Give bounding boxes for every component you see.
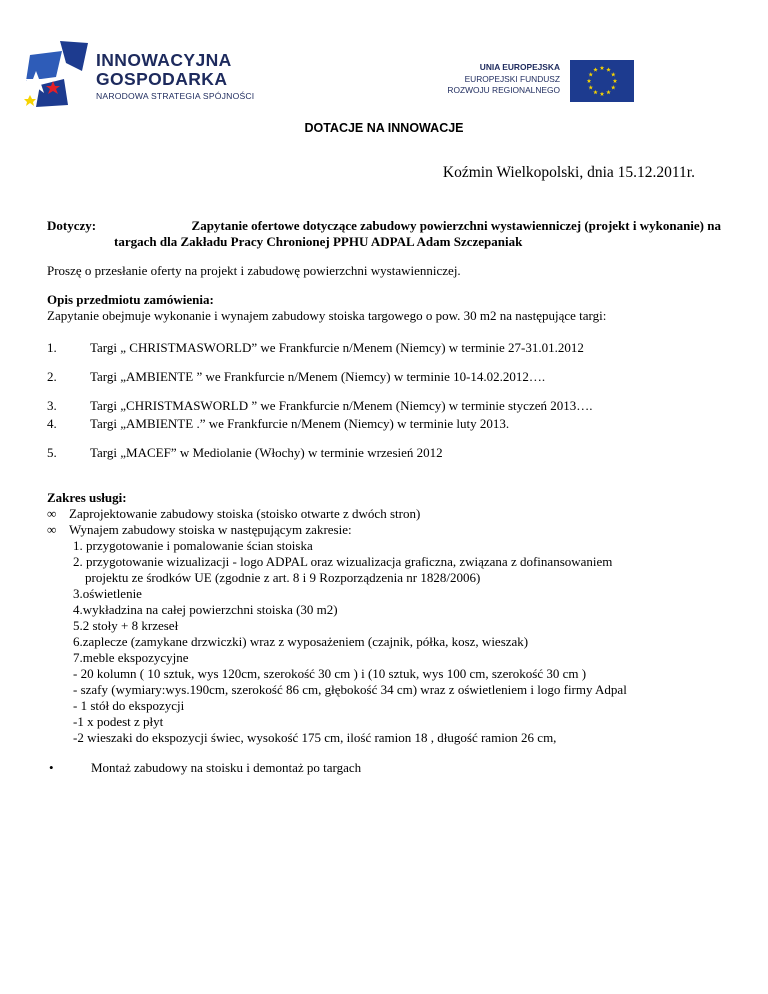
fair-text: Targi „ CHRISTMASWORLD” we Frankfurcie n/Menem (Niemcy) w terminie 27-31.01.2012 <box>90 340 584 355</box>
scope-section <box>47 490 627 776</box>
scope-item: 6.zaplecze (zamykane drzwiczki) wraz z wyposażeniem (czajnik, półka, kosz, wieszak) <box>73 634 529 649</box>
scope-item: - 1 stół do ekspozycji <box>73 698 185 713</box>
fair-text: Targi „AMBIENTE ” we Frankfurcie n/Menem (Niemcy) w terminie 10-14.02.2012…. <box>90 369 546 384</box>
eu-logo-line2: EUROPEJSKI FUNDUSZ <box>464 73 560 84</box>
eu-flag-icon <box>570 60 634 102</box>
scope-item: -1 x podest z płyt <box>73 714 164 729</box>
scope-item: - szafy (wymiary:wys.190cm, szerokość 86 cm, głębokość 34 cm) wraz z oświetleniem i logo firmy Adpal <box>73 682 627 697</box>
place-date: Koźmin Wielkopolski, dnia 15.12.2011r. <box>442 164 695 181</box>
infinity-bullet-icon: ∞ <box>47 506 57 521</box>
logo-subtitle: NARODOWA STRATEGIA SPÓJNOŚCI <box>96 91 255 101</box>
scope-item: 2. przygotowanie wizualizacji - logo ADPAL oraz wizualizacja graficzna, związana z dofinansowaniem <box>73 554 613 569</box>
eu-logo-line1: UNIA EUROPEJSKA <box>479 62 560 72</box>
scope-bullet-text: Zaprojektowanie zabudowy stoiska (stoisko otwarte z dwóch stron) <box>69 506 421 521</box>
scope-bullet-text: Wynajem zabudowy stoiska w następującym zakresie: <box>69 522 352 537</box>
scope-bullet <box>47 522 627 538</box>
scope-item: 3.oświetlenie <box>73 586 142 601</box>
innowacyjna-gospodarka-emblem-icon <box>22 41 88 107</box>
scope-bullet <box>47 760 627 776</box>
logo-title-line1: INNOWACYJNA <box>96 50 232 70</box>
fair-text: Targi „MACEF” w Mediolanie (Włochy) w terminie wrzesień 2012 <box>90 445 443 460</box>
scope-item: - 20 kolumn ( 10 sztuk, wys 120cm, szerokość 30 cm ) i (10 sztuk, wys 100 cm, szerokość 30 cm ) <box>73 666 587 681</box>
scope-item: 1. przygotowanie i pomalowanie ścian stoiska <box>73 538 313 553</box>
fair-text: Targi „AMBIENTE .” we Frankfurcie n/Menem (Niemcy) w terminie luty 2013. <box>90 416 510 431</box>
eu-logo <box>440 60 636 102</box>
fair-text: Targi „CHRISTMASWORLD ” we Frankfurcie n/Menem (Niemcy) w terminie styczeń 2013…. <box>90 398 593 413</box>
fair-number: 1. <box>47 340 57 355</box>
scope-item: 7.meble ekspozycyjne <box>73 650 189 665</box>
scope-heading: Zakres usługi: <box>47 490 127 505</box>
logo-title-line2: GOSPODARKA <box>96 69 228 89</box>
infinity-bullet-icon: ∞ <box>47 522 57 537</box>
fair-number: 3. <box>47 398 57 413</box>
description-heading: Opis przedmiotu zamówienia: <box>47 292 214 307</box>
subject-block <box>47 218 721 250</box>
fair-number: 5. <box>47 445 57 460</box>
page-title: DOTACJE NA INNOWACJE <box>304 121 464 135</box>
scope-bullet-text: Montaż zabudowy na stoisku i demontaż po targach <box>91 760 362 775</box>
intro-text: Proszę o przesłanie oferty na projekt i zabudowę powierzchni wystawienniczej. <box>47 263 461 278</box>
subject-line2: targach dla Zakładu Pracy Chronionej PPHU ADPAL Adam Szczepaniak <box>114 234 523 249</box>
subject-label: Dotyczy: <box>47 218 97 233</box>
scope-item: 5.2 stoły + 8 krzeseł <box>73 618 179 633</box>
description-text: Zapytanie obejmuje wykonanie i wynajem zabudowy stoiska targowego o pow. 30 m2 na następujące targi: <box>47 308 607 323</box>
scope-item: projektu ze środków UE (zgodnie z art. 8 i 9 Rozporządzenia nr 1828/2006) <box>85 570 481 585</box>
scope-bullet <box>47 506 627 522</box>
subject-line1: Zapytanie ofertowe dotyczące zabudowy powierzchni wystawienniczej (projekt i wykonanie) na <box>191 218 721 233</box>
fair-number: 2. <box>47 369 57 384</box>
scope-item: -2 wieszaki do ekspozycji świec, wysokość 175 cm, ilość ramion 18 , długość ramion 26 cm, <box>73 730 557 745</box>
innowacyjna-gospodarka-logo <box>22 41 262 107</box>
eu-logo-line3: ROZWOJU REGIONALNEGO <box>447 85 560 95</box>
fair-number: 4. <box>47 416 57 431</box>
dot-bullet-icon: • <box>49 760 54 775</box>
scope-item: 4.wykładzina na całej powierzchni stoiska (30 m2) <box>73 602 338 617</box>
